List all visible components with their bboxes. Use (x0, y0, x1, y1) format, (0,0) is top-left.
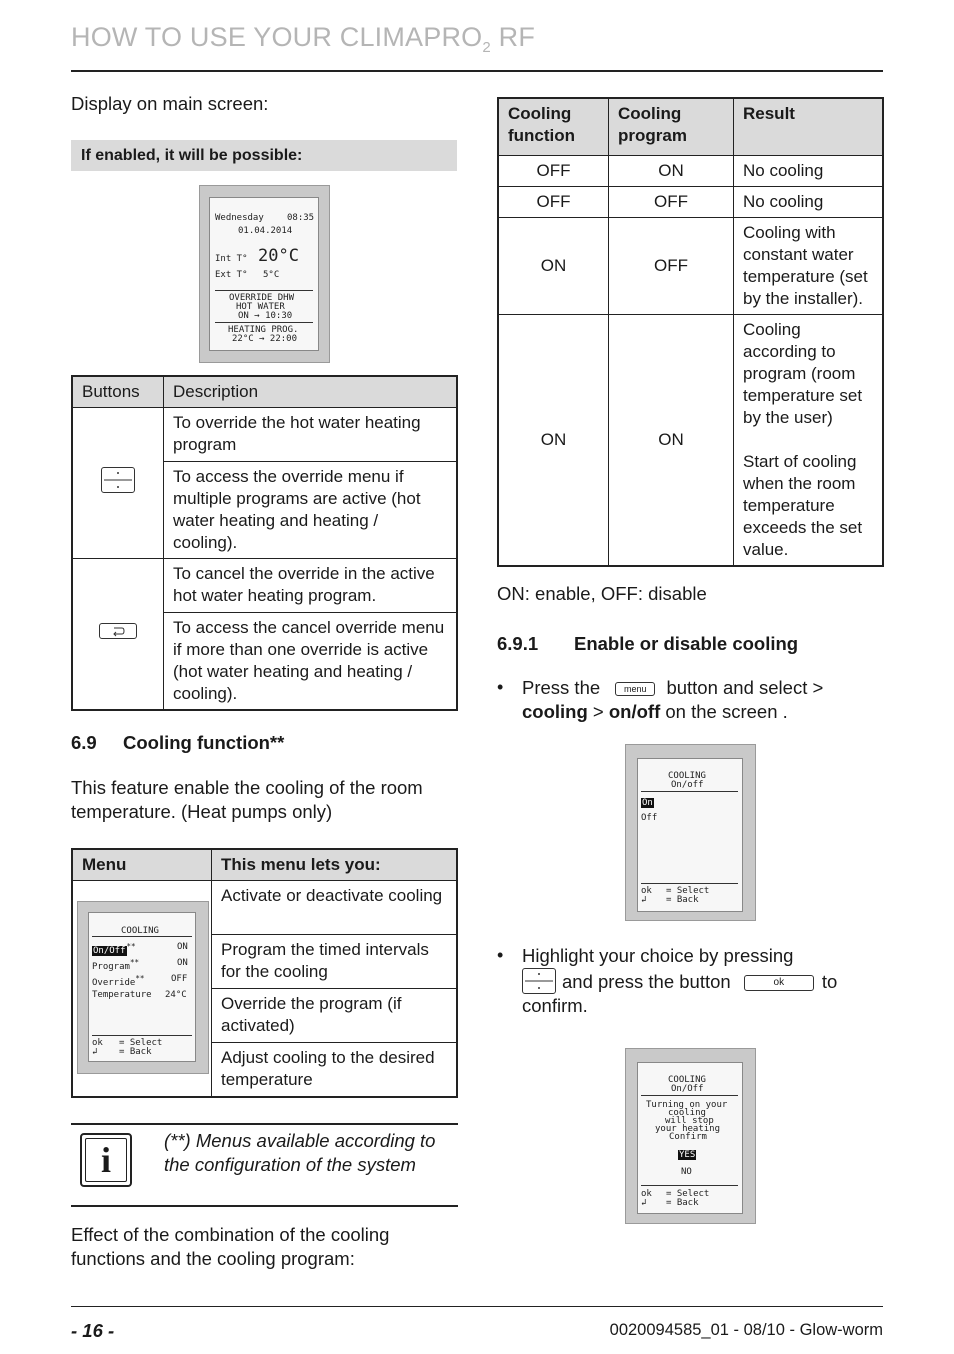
screen-override-3: ON → 10:30 (238, 311, 293, 321)
section-6-9-text: This feature enable the cooling of the room temperature. (Heat pumps only) (71, 777, 423, 822)
row2-program: OFF (609, 187, 734, 218)
onoff-title-2: On/off (671, 780, 704, 790)
footer-ok: ok (92, 1038, 103, 1048)
on-off-legend: ON: enable, OFF: disable (497, 583, 707, 604)
footer-rule (71, 1306, 883, 1307)
page-number: - 16 - (71, 1320, 115, 1341)
description-col-header: Description (164, 376, 458, 408)
menu-item-temperature[interactable]: Temperature (92, 990, 152, 1000)
confirm-option-yes[interactable]: YES (679, 1150, 696, 1160)
screen-day: Wednesday (215, 213, 264, 223)
menu-desc-1: Activate or deactivate cooling (212, 881, 458, 935)
row1-function: OFF (498, 156, 609, 187)
row3-result: Cooling with constant water temperature (set by the installer). (734, 218, 884, 315)
footer-back: = Back (119, 1047, 152, 1057)
onoff-option-on[interactable]: On (642, 798, 653, 808)
display-label: Display on main screen: (71, 93, 269, 114)
section-6-9-heading: 6.9 Cooling function** (71, 732, 285, 753)
desc-row-1: To override the hot water heating program (164, 408, 458, 462)
document-reference: 0020094585_01 - 08/10 - Glow-worm (609, 1321, 883, 1339)
screen-heating-2: 22°C → 22:00 (232, 334, 298, 344)
confirm-msg-5: Confirm (669, 1132, 707, 1142)
bullet-2-text: Highlight your choice by pressing and press the button ok to confirm. (522, 945, 838, 1016)
up-down-button-cell (72, 408, 164, 559)
row4-result-part2: Start of cooling when the room temperature exceeds the set value. (743, 452, 863, 559)
effect-text: Effect of the combination of the cooling functions and the cooling program: (71, 1224, 390, 1269)
confirm-title-2: On/Off (671, 1084, 704, 1094)
menu-desc-2: Program the timed intervals for the cooling (212, 935, 458, 989)
cooling-menu-screen (77, 901, 209, 1074)
onoff-footer-ok: ok (641, 886, 652, 896)
confirm-msg-4: your heating (655, 1124, 721, 1134)
bullet-2-dot: • (497, 945, 504, 965)
bullet-1-dot: • (497, 677, 504, 697)
row2-result: No cooling (734, 187, 884, 218)
result-table (497, 97, 884, 567)
buttons-table (71, 375, 458, 711)
menu-table (71, 848, 458, 1098)
row4-result (734, 315, 884, 567)
cooling-function-header: Cooling function (498, 98, 609, 156)
row3-function: ON (498, 218, 609, 315)
cooling-onoff-screen (625, 744, 756, 921)
confirm-msg-3: will stop (665, 1116, 714, 1126)
footer-back-icon: ↲ (92, 1047, 98, 1057)
row4-result-part1: Cooling according to program (room temperature set by the user) (743, 320, 863, 427)
back-button-cell (72, 559, 164, 711)
screen-date: 01.04.2014 (238, 226, 293, 236)
screen-int-label: Int T° (215, 254, 248, 264)
onoff-option-off[interactable]: Off (641, 813, 658, 823)
onoff-footer-back-icon: ↲ (641, 895, 647, 905)
screen-ext-label: Ext T° (215, 270, 248, 280)
onoff-footer-select: = Select (666, 886, 710, 896)
cooling-program-header: Cooling program (609, 98, 734, 156)
menu-item-program[interactable]: Program** (92, 958, 139, 972)
menu-item-program-value: ON (177, 958, 188, 968)
result-header: Result (734, 98, 884, 156)
row2-function: OFF (498, 187, 609, 218)
onoff-footer-back: = Back (666, 895, 699, 905)
menu-item-override-value: OFF (171, 974, 188, 984)
menu-col-header: Menu (72, 849, 212, 881)
bullet-1-text: Press the menu button and select > cooling > on/off on the screen . (522, 677, 824, 722)
desc-row-2: To access the override menu if multiple programs are active (hot water heating and heating / cooling). (164, 462, 458, 559)
lets-you-col-header: This menu lets you: (212, 849, 458, 881)
header-rule (71, 70, 883, 72)
confirm-msg-2: cooling (668, 1108, 706, 1118)
menu-item-onoff-value: ON (177, 942, 188, 952)
row4-function: ON (498, 315, 609, 567)
confirm-msg-1: Turning on your (646, 1100, 728, 1110)
note-top-rule (71, 1123, 458, 1125)
footer-select: = Select (119, 1038, 163, 1048)
desc-row-4: To access the cancel override menu if more than one override is active (hot water heating and heating / cooling). (164, 613, 458, 711)
section-6-9-1-heading: 6.9.1 Enable or disable cooling (497, 633, 799, 654)
confirm-footer-back: = Back (666, 1198, 699, 1208)
screen-ext-value: 5°C (263, 270, 280, 280)
menu-item-override[interactable]: Override** (92, 974, 145, 988)
screen-heating-1: HEATING PROG. (228, 325, 299, 335)
cooling-confirm-screen (625, 1048, 756, 1224)
confirm-footer-back-icon: ↲ (641, 1198, 647, 1208)
row3-program: OFF (609, 218, 734, 315)
buttons-col-header: Buttons (72, 376, 164, 408)
screen-int-value: 20°C (258, 246, 299, 266)
cooling-menu-title: COOLING (121, 926, 159, 936)
note-bottom-rule (71, 1205, 458, 1207)
row4-program: ON (609, 315, 734, 567)
menu-desc-4: Adjust cooling to the desired temperature (212, 1043, 458, 1098)
desc-row-3: To cancel the override in the active hot water heating program. (164, 559, 458, 613)
screen-override-2: HOT WATER (236, 302, 285, 312)
enabled-banner: If enabled, it will be possible: (71, 140, 457, 171)
main-screen-display (199, 185, 330, 363)
menu-button-icon: menu (615, 682, 655, 696)
confirm-option-no[interactable]: NO (681, 1167, 692, 1177)
confirm-title-1: COOLING (668, 1075, 706, 1085)
back-button-icon (99, 623, 137, 639)
up-down-button-icon (522, 968, 556, 994)
up-down-button-icon (101, 467, 135, 493)
menu-item-temperature-value: 24°C (165, 990, 187, 1000)
info-icon: i (80, 1133, 132, 1187)
ok-button-icon: ok (744, 975, 814, 991)
confirm-footer-ok: ok (641, 1189, 652, 1199)
confirm-footer-select: = Select (666, 1189, 710, 1199)
screen-time: 08:35 (287, 213, 315, 223)
cooling-menu-screen-cell (72, 881, 212, 1098)
row1-program: ON (609, 156, 734, 187)
row1-result: No cooling (734, 156, 884, 187)
menu-item-onoff[interactable]: On/Off** (93, 942, 136, 956)
screen-override-1: OVERRIDE DHW (229, 293, 295, 303)
page-header-title: HOW TO USE YOUR $CLIMAPRO_2$ RF (71, 22, 536, 56)
onoff-title-1: COOLING (668, 771, 706, 781)
menu-desc-3: Override the program (if activated) (212, 989, 458, 1043)
info-note-text: (**) Menus available according to the configuration of the system (164, 1130, 436, 1175)
